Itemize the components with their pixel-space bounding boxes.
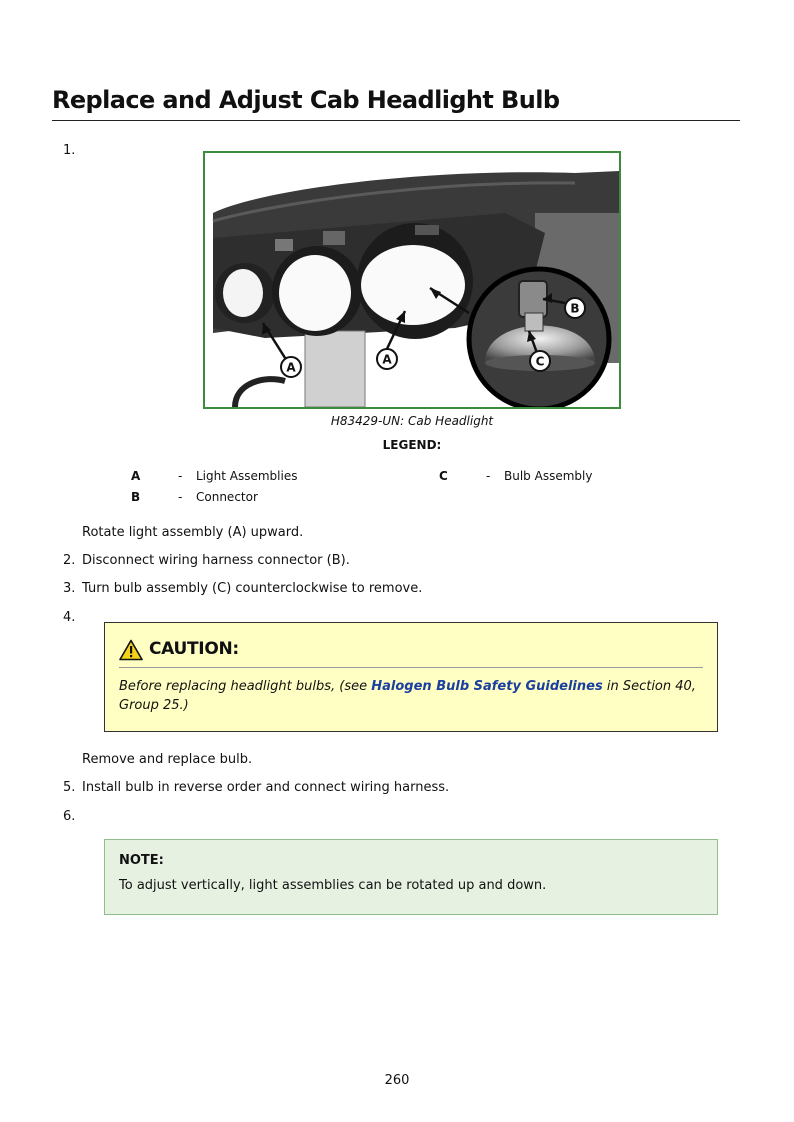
caution-text-before: Before replacing headlight bulbs, (see [119,679,372,694]
callout-a-left [281,357,301,377]
legend-title: LEGEND: [382,438,442,452]
halogen-bulb-safety-link[interactable]: Halogen Bulb Safety Guidelines [371,679,603,694]
legend-separator: - [178,469,183,483]
callout-a-right-label: A [382,352,392,367]
callout-c [530,351,550,371]
step-4-text: Remove and replace bulb. [82,752,253,767]
legend-separator: - [178,490,183,504]
callout-a-right [377,349,397,369]
legend-label-c: Bulb Assembly [504,469,593,483]
callout-b-label: B [570,301,580,316]
caution-text-after: in Section 40, Group 25.) [119,679,696,713]
step-4-number: 4. [63,610,76,625]
callout-b [565,298,585,318]
caution-box [104,622,718,732]
legend-label-b: Connector [196,490,258,504]
page-title: Replace and Adjust Cab Headlight Bulb [52,86,740,121]
legend-key-a: A [131,469,141,483]
warning-triangle-icon [119,639,143,661]
cab-headlight-illustration [205,153,619,407]
legend-key-b: B [131,490,141,504]
step-2-text: Disconnect wiring harness connector (B). [82,553,350,568]
step-6-number: 6. [63,809,76,824]
note-label: NOTE: [119,853,164,868]
step-3-number: 3. [63,581,76,596]
step-1-number: 1. [63,143,76,158]
note-text: To adjust vertically, light assemblies can be rotated up and down. [119,878,547,893]
caution-text [119,677,703,715]
callout-a-left-label: A [286,360,296,375]
note-box [104,839,718,915]
figure-caption: H83429-UN: Cab Headlight [330,414,494,428]
legend-key-c: C [439,469,448,483]
page-number: 260 [384,1073,410,1088]
step-5-number: 5. [63,780,76,795]
legend-separator: - [486,469,491,483]
legend-label-a: Light Assemblies [196,469,298,483]
caution-header [119,637,703,668]
step-2-number: 2. [63,553,76,568]
cab-headlight-figure [203,151,621,409]
step-1-text: Rotate light assembly (A) upward. [82,525,304,540]
step-5-text: Install bulb in reverse order and connect wiring harness. [82,780,450,795]
caution-label: CAUTION: [149,639,239,659]
callout-c-label: C [535,354,545,369]
step-3-text: Turn bulb assembly (C) counterclockwise to remove. [82,581,423,596]
